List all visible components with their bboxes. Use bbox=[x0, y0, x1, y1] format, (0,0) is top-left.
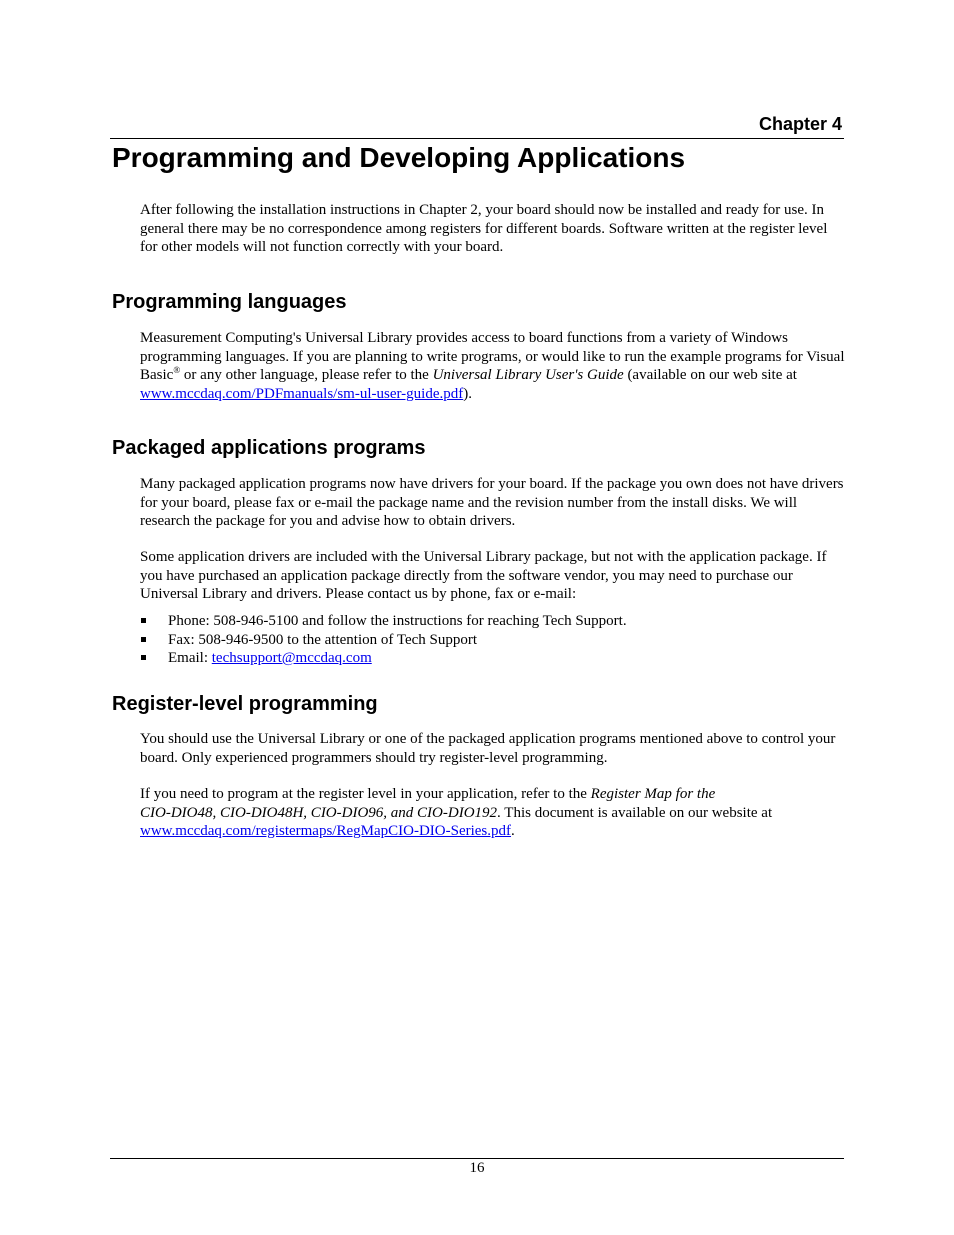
heading-register-level: Register-level programming bbox=[112, 693, 378, 715]
register-map-title-2: CIO-DIO48, CIO-DIO48H, CIO-DIO96, and CIO-DIO192 bbox=[140, 804, 498, 821]
heading-packaged-applications: Packaged applications programs bbox=[112, 437, 426, 459]
register-paragraph-1: You should use the Universal Library or one of the packaged application programs mentioned above to control your board. Only experienced programmers should try register-level programming. bbox=[140, 731, 836, 766]
contact-email-label: Email: bbox=[168, 650, 212, 666]
reg-text-2: . This document is available on our website at bbox=[497, 804, 773, 821]
top-rule bbox=[110, 138, 844, 139]
email-link[interactable]: techsupport@mccdaq.com bbox=[211, 650, 372, 666]
contact-item-phone bbox=[140, 612, 840, 631]
packaged-paragraph-1: Many packaged application programs now have drivers for your board. If the package you own does not have drivers for your board, please fax or e-mail the package name and the revision number from the install disks. We will research the package for you and advise how to obtain drivers. bbox=[140, 476, 844, 529]
contact-item-fax bbox=[140, 631, 840, 650]
register-paragraph-2 bbox=[140, 785, 846, 841]
programming-languages-paragraph bbox=[140, 329, 846, 403]
bottom-rule bbox=[110, 1158, 844, 1159]
contact-list bbox=[140, 612, 840, 668]
intro-paragraph: After following the installation instructions in Chapter 2, your board should now be installed and ready for use. In general there may be no correspondence among registers for different boards. Software written at the register level for other models will not function correctly with your board. bbox=[140, 202, 828, 255]
packaged-paragraph-2: Some application drivers are included with the Universal Library package, but not with the application package. If you have purchased an application package directly from the software vendor, you may need to purchase our Universal Library and drivers. Please contact us by phone, fax or e-mail: bbox=[140, 549, 827, 602]
bullet-icon bbox=[141, 618, 146, 623]
ul-guide-link[interactable]: www.mccdaq.com/PDFmanuals/sm-ul-user-guide.pdf bbox=[140, 385, 464, 402]
pl-text-4: ). bbox=[463, 385, 472, 402]
contact-phone: Phone: 508-946-5100 and follow the instructions for reaching Tech Support. bbox=[168, 613, 627, 629]
ul-guide-title: Universal Library User's Guide bbox=[432, 367, 624, 383]
pl-text-2: or any other language, please refer to the bbox=[180, 367, 433, 383]
bullet-icon bbox=[141, 637, 146, 642]
reg-text-3: . bbox=[511, 823, 515, 839]
register-map-title-1: Register Map for the bbox=[590, 786, 716, 802]
contact-item-email bbox=[140, 649, 840, 668]
pl-text-1: Measurement Computing's Universal Library provides access to board functions from a variety of Windows programming languages. If you are planning to write programs, or would like to run the example programs for Visual Basic bbox=[140, 330, 845, 383]
chapter-label: Chapter 4 bbox=[758, 114, 842, 134]
heading-programming-languages: Programming languages bbox=[112, 291, 347, 313]
registered-mark: ® bbox=[173, 365, 181, 375]
register-map-link[interactable]: www.mccdaq.com/registermaps/RegMapCIO-DIO-Series.pdf bbox=[140, 823, 512, 839]
pl-text-3: (available on our web site at bbox=[623, 367, 797, 383]
contact-fax: Fax: 508-946-9500 to the attention of Tech Support bbox=[168, 631, 478, 648]
bullet-icon bbox=[141, 655, 146, 660]
page-title: Programming and Developing Applications bbox=[112, 142, 686, 173]
page-number: 16 bbox=[469, 1160, 485, 1176]
reg-text-1: If you need to program at the register level in your application, refer to the bbox=[140, 786, 591, 802]
